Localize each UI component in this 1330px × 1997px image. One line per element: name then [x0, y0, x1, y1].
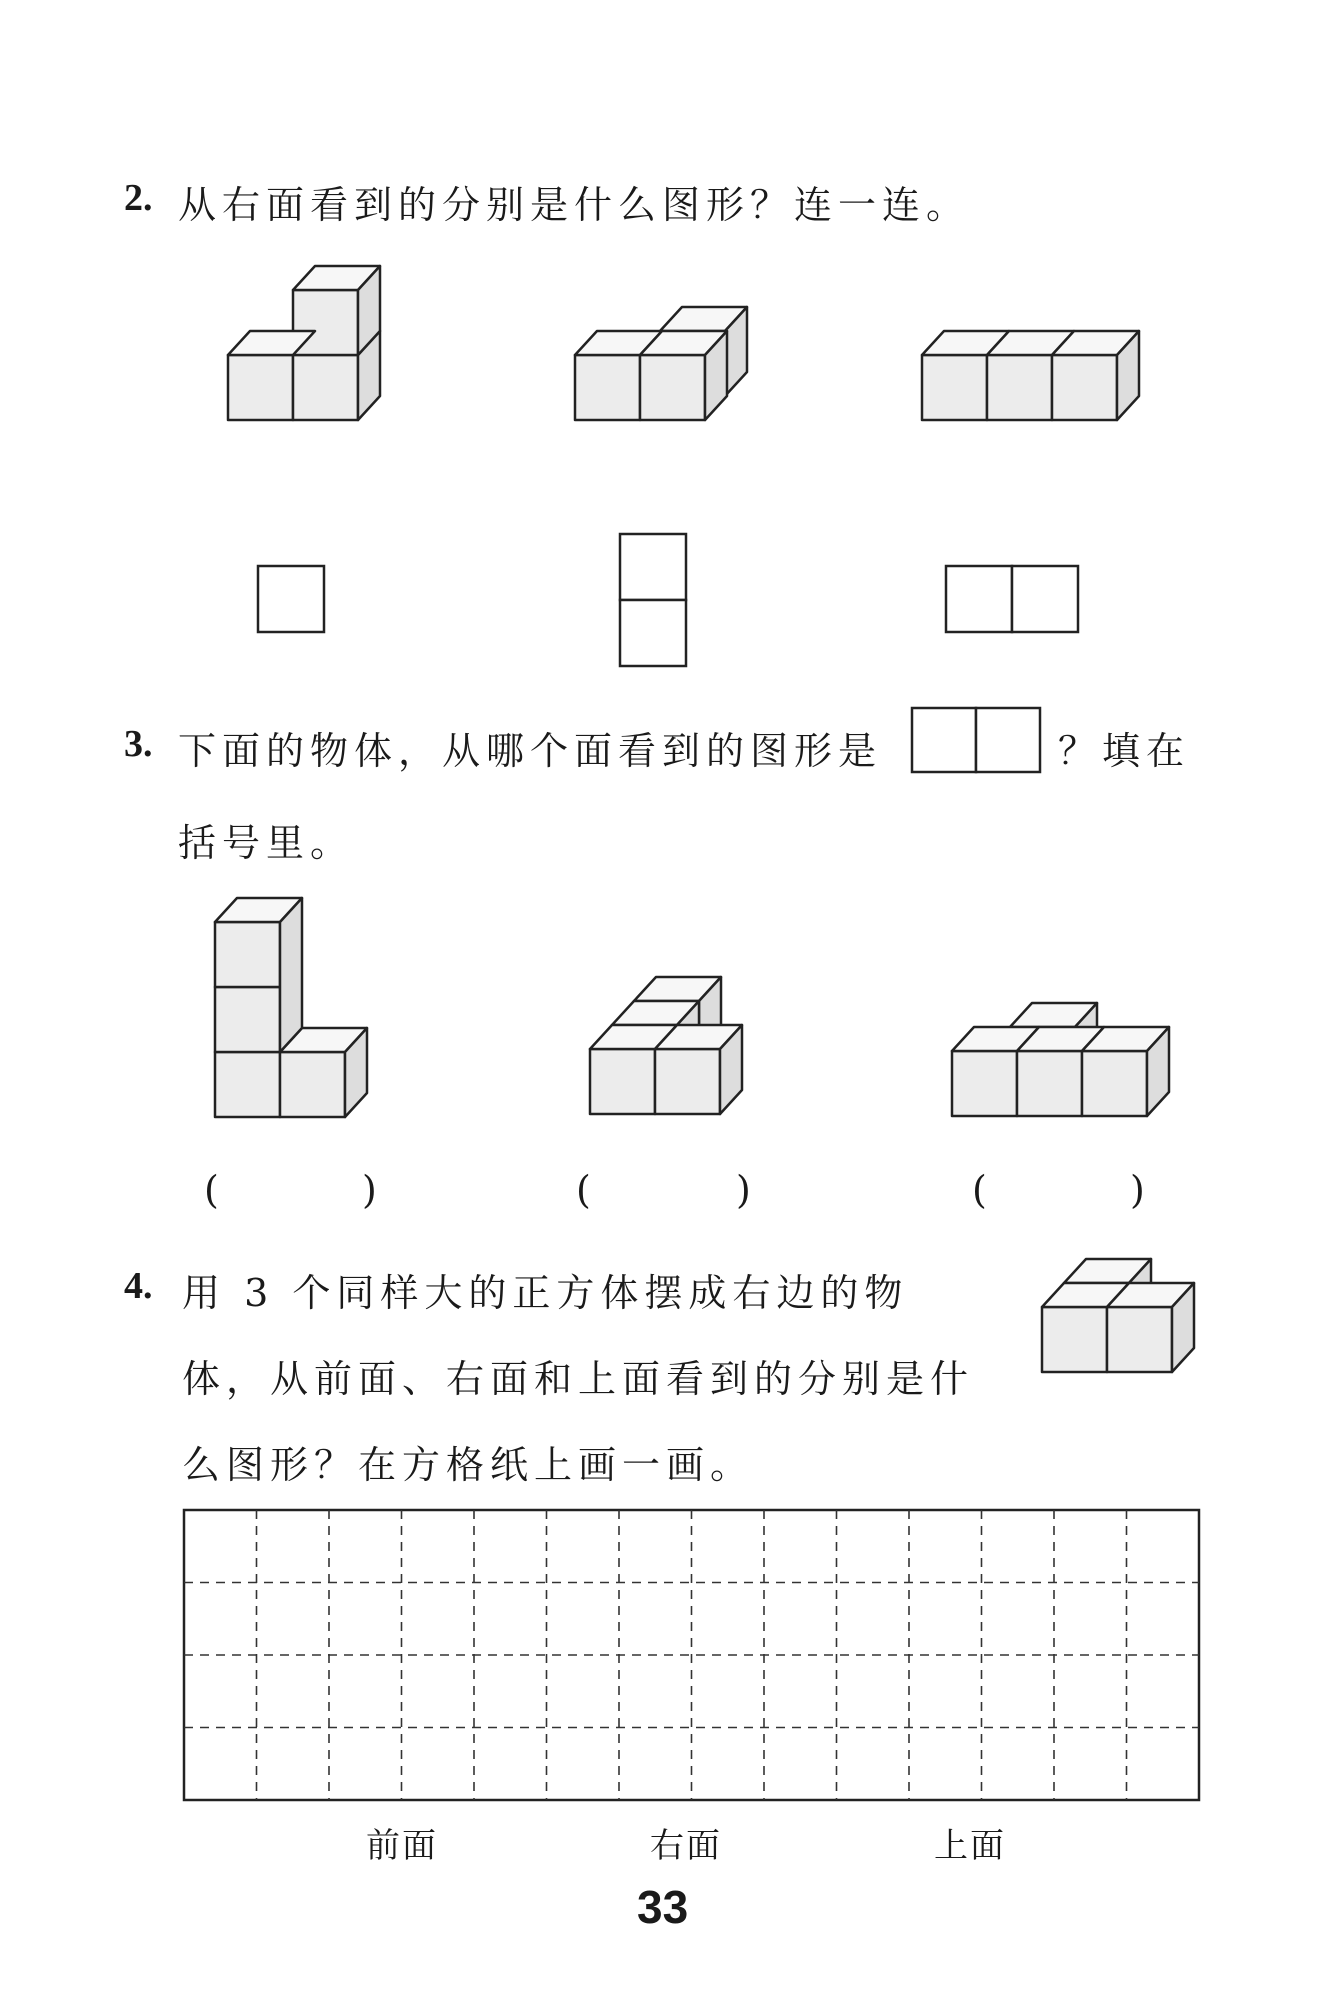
- q2-cube-figure-1: [228, 266, 380, 420]
- q4-line1: 用 3 个同样大的正方体摆成右边的物: [182, 1271, 909, 1315]
- answer-paren-open: (: [204, 1168, 219, 1212]
- q3-text-line2: 括号里。: [178, 821, 355, 865]
- q2-view-vertical-two-squares: [620, 534, 686, 666]
- q3-cube-figure-3: [952, 1003, 1169, 1116]
- q2-number: 2.: [124, 177, 153, 219]
- q3-cube-figure-2: [590, 977, 742, 1114]
- q2-cube-figure-2: [575, 307, 747, 420]
- q3-number: 3.: [124, 723, 153, 765]
- q3-cube-figure-1: [215, 898, 367, 1117]
- q3-text-after: ？填在: [1058, 729, 1191, 773]
- answer-paren-open: (: [972, 1168, 987, 1212]
- q4-cube-figure: [1042, 1259, 1194, 1372]
- answer-paren-close: ): [362, 1168, 377, 1212]
- q2-view-single-square: [258, 566, 324, 632]
- grid-label-top: 上面: [934, 1826, 1006, 1866]
- q4-line2: 体，从前面、右面和上面看到的分别是什: [182, 1357, 975, 1401]
- grid-label-front: 前面: [366, 1826, 438, 1866]
- grid-label-right: 右面: [650, 1826, 722, 1866]
- q4-line3: 么图形？在方格纸上画一画。: [182, 1443, 755, 1487]
- q3-inline-two-squares: [912, 708, 1040, 772]
- q2-cube-figure-3: [922, 331, 1139, 420]
- q3-text-before: 下面的物体，从哪个面看到的图形是: [178, 729, 883, 773]
- q2-text: 从右面看到的分别是什么图形？连一连。: [178, 183, 971, 227]
- answer-paren-close: ): [736, 1168, 751, 1212]
- q2-view-horizontal-two-squares: [946, 566, 1078, 632]
- q4-number: 4.: [124, 1265, 153, 1307]
- drawing-grid[interactable]: [184, 1510, 1199, 1800]
- answer-paren-close: ): [1130, 1168, 1145, 1212]
- answer-paren-open: (: [576, 1168, 591, 1212]
- page-number: 33: [637, 1881, 689, 1933]
